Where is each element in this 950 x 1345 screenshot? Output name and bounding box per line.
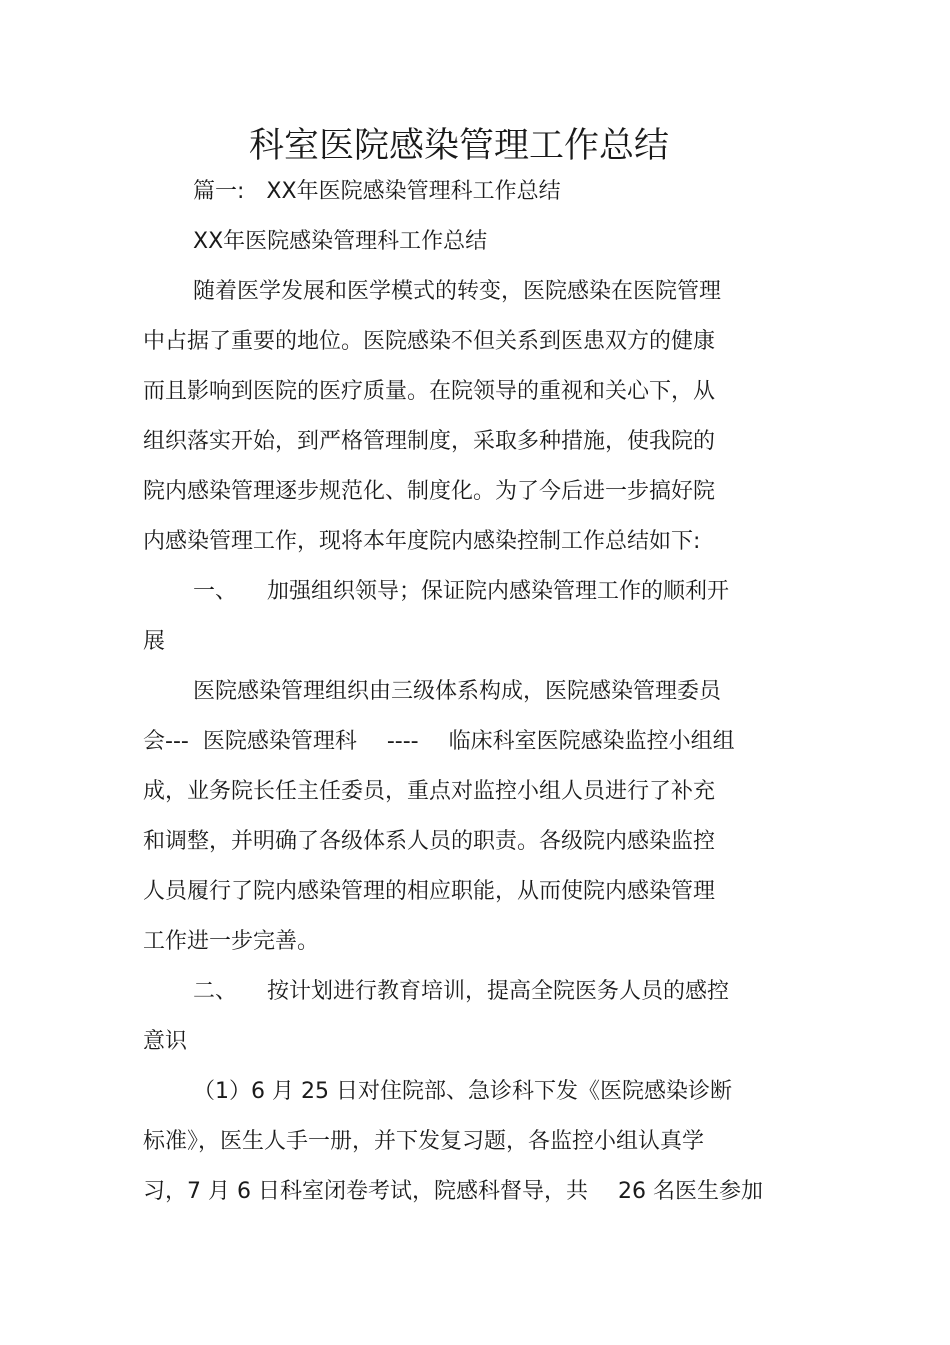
paragraph-line: 内感染管理工作，现将本年度院内感染控制工作总结如下: bbox=[143, 529, 701, 554]
paragraph-line: 随着医学发展和医学模式的转变，医院感染在医院管理 bbox=[193, 279, 722, 304]
heading-two-text: 按计划进行教育培训，提高全院医务人员的感控 bbox=[267, 979, 730, 1004]
text-segment: 临床科室医院感染监控小组组 bbox=[448, 729, 735, 754]
heading-two-continuation: 意识 bbox=[143, 1029, 188, 1054]
text-segment: 医院感染管理科 bbox=[202, 729, 357, 754]
heading-two bbox=[193, 976, 729, 1008]
paragraph-line: 组织落实开始，到严格管理制度，采取多种措施，使我院的 bbox=[143, 429, 716, 454]
paragraph-line: 医院感染管理组织由三级体系构成，医院感染管理委员 bbox=[193, 679, 722, 704]
text-segment: 会--- bbox=[143, 729, 189, 754]
paragraph-line: 工作进一步完善。 bbox=[143, 929, 320, 954]
paragraph-line: （1）6 月 25 日对住院部、急诊科下发《医院感染诊断 bbox=[193, 1079, 732, 1104]
paragraph-line: 人员履行了院内感染管理的相应职能，从而使院内感染管理 bbox=[143, 879, 716, 904]
section-heading: XX年医院感染管理科工作总结 bbox=[266, 179, 561, 204]
paragraph-line: 和调整，并明确了各级体系人员的职责。各级院内感染监控 bbox=[143, 829, 716, 854]
section-heading-line bbox=[193, 176, 561, 208]
heading-two-number: 二、 bbox=[193, 979, 238, 1004]
heading-one bbox=[193, 576, 729, 608]
paragraph-line: 而且影响到医院的医疗质量。在院领导的重视和关心下，从 bbox=[143, 379, 716, 404]
section-label: 篇一: bbox=[193, 179, 245, 204]
paragraph-line: 中占据了重要的地位。医院感染不但关系到医患双方的健康 bbox=[143, 329, 716, 354]
heading-one-text: 加强组织领导；保证院内感染管理工作的顺利开 bbox=[267, 579, 730, 604]
text-segment: ---- bbox=[386, 729, 419, 754]
paragraph-line: 成，业务院长任主任委员，重点对监控小组人员进行了补充 bbox=[143, 779, 716, 804]
heading-one-number: 一、 bbox=[193, 579, 238, 604]
paragraph-line bbox=[143, 1176, 763, 1208]
paragraph-line: 院内感染管理逐步规范化、制度化。为了今后进一步搞好院 bbox=[143, 479, 716, 504]
subtitle: XX年医院感染管理科工作总结 bbox=[193, 229, 488, 254]
text-segment: 习，7 月 6 日科室闭卷考试，院感科督导，共 bbox=[143, 1179, 588, 1204]
text-segment: 26 名医生参加 bbox=[617, 1179, 763, 1204]
paragraph-line: 标准》，医生人手一册，并下发复习题，各监控小组认真学 bbox=[143, 1129, 705, 1154]
heading-one-continuation: 展 bbox=[143, 629, 166, 654]
paragraph-line bbox=[143, 726, 735, 758]
document-title: 科室医院感染管理工作总结 bbox=[248, 126, 669, 166]
